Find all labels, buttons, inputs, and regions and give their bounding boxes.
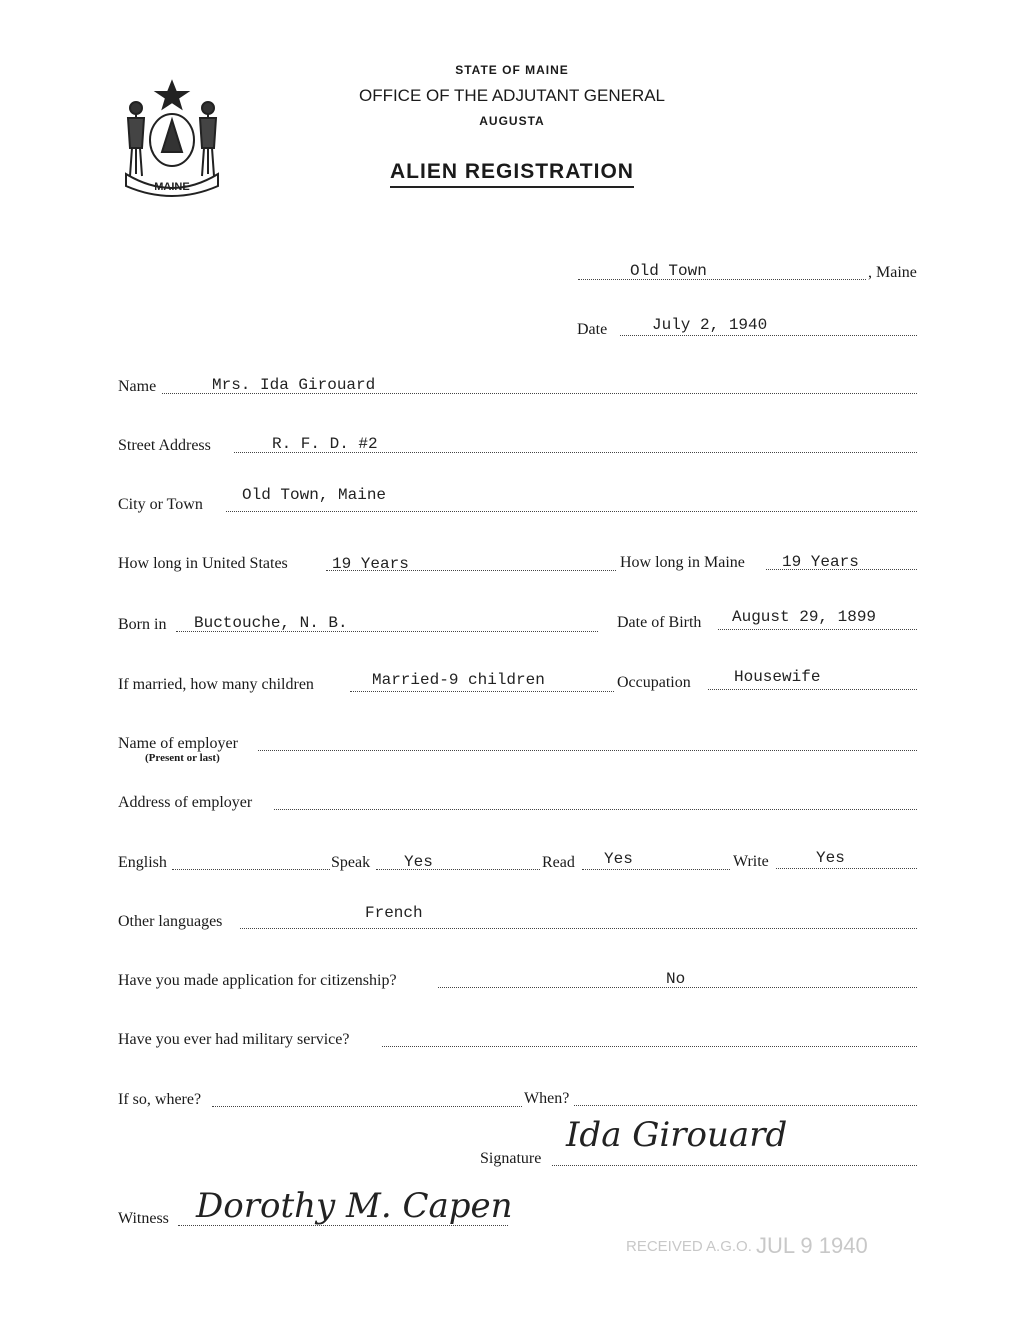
employer-address-label: Address of employer: [118, 794, 253, 811]
maine-label: How long in Maine: [620, 554, 745, 571]
citizenship-value: No: [666, 970, 686, 988]
read-value: Yes: [604, 850, 633, 868]
city-label: City or Town: [118, 496, 203, 513]
other-lang-value: French: [365, 904, 423, 922]
where-label: If so, where?: [118, 1091, 202, 1108]
dob-value: August 29, 1899: [732, 608, 877, 626]
occupation-label: Occupation: [617, 674, 691, 691]
name-label: Name: [118, 378, 157, 395]
street-label: Street Address: [118, 437, 211, 454]
received-stamp: RECEIVED A.G.O.: [626, 1238, 752, 1255]
date-label: Date: [577, 321, 608, 338]
office-heading: OFFICE OF THE ADJUTANT GENERAL: [358, 86, 666, 105]
born-value: Buctouche, N. B.: [194, 614, 348, 632]
speak-label: Speak: [331, 854, 371, 871]
place-suffix: , Maine: [868, 264, 917, 281]
witness-signature: Dorothy M. Capen: [196, 1186, 513, 1226]
children-label: If married, how many children: [118, 676, 314, 693]
signature-label: Signature: [480, 1150, 542, 1167]
when-label: When?: [524, 1090, 570, 1107]
military-label: Have you ever had military service?: [118, 1031, 350, 1048]
date-value: July 2, 1940: [652, 316, 768, 334]
employer-label: Name of employer: [118, 735, 238, 752]
witness-label: Witness: [118, 1210, 169, 1227]
form-title: ALIEN REGISTRATION: [0, 160, 1024, 184]
city-value: Old Town, Maine: [242, 486, 387, 504]
children-value: Married-9 children: [372, 671, 545, 689]
citizenship-label: Have you made application for citizenship?: [118, 972, 397, 989]
speak-value: Yes: [404, 853, 433, 871]
occupation-value: Housewife: [734, 668, 821, 686]
svg-text:MAINE: MAINE: [154, 181, 190, 193]
place-value: Old Town: [630, 262, 707, 280]
write-label: Write: [733, 853, 769, 870]
us-value: 19 Years: [332, 555, 409, 573]
write-value: Yes: [816, 849, 845, 867]
state-heading: STATE OF MAINE: [455, 63, 569, 77]
maine-value: 19 Years: [782, 553, 859, 571]
us-label: How long in United States: [118, 555, 288, 572]
street-value: R. F. D. #2: [272, 435, 378, 453]
other-lang-label: Other languages: [118, 913, 223, 930]
english-label: English: [118, 854, 167, 871]
read-label: Read: [542, 854, 575, 871]
received-stamp-date: JUL 9 1940: [756, 1233, 868, 1258]
signature-value: Ida Girouard: [566, 1115, 788, 1155]
dob-label: Date of Birth: [617, 614, 702, 631]
born-label: Born in: [118, 616, 167, 633]
city-heading: AUGUSTA: [479, 114, 545, 128]
employer-note: (Present or last): [145, 752, 220, 764]
name-value: Mrs. Ida Girouard: [212, 376, 376, 394]
